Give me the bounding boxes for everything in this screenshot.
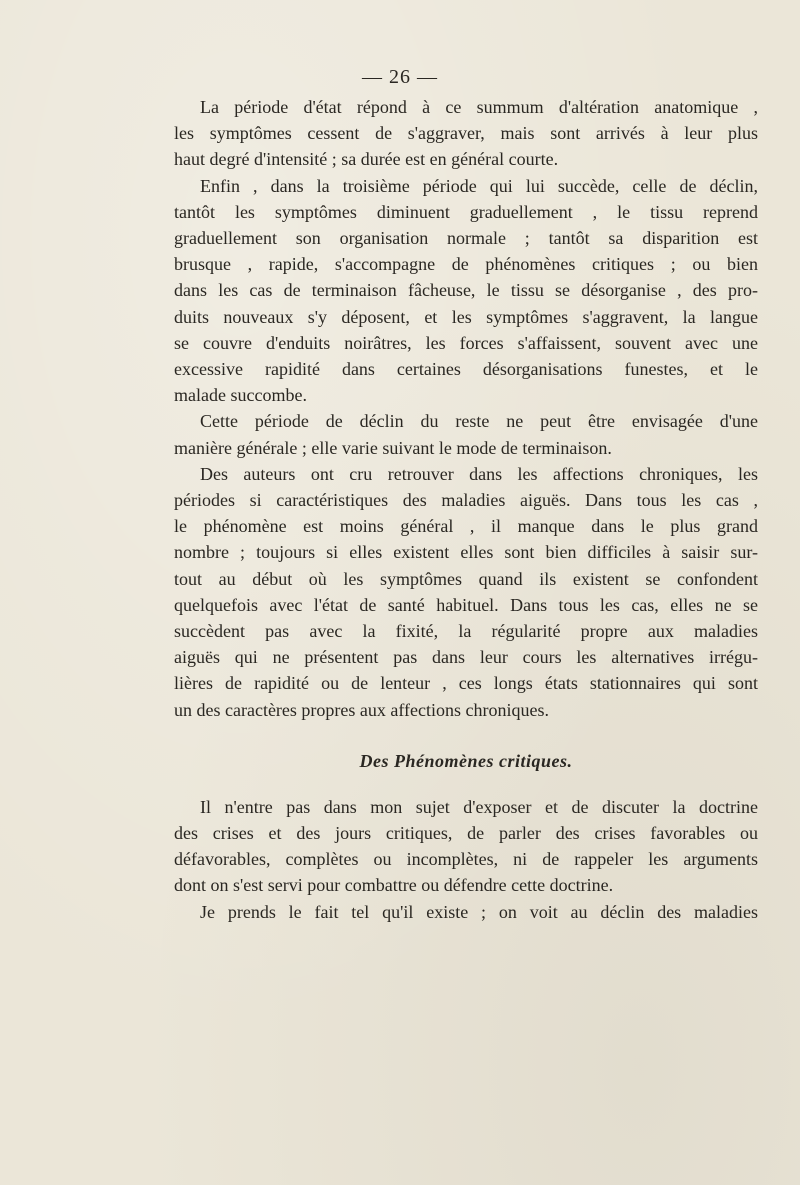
paragraph-fait bbox=[174, 899, 758, 925]
text-line: quelquefois avec l'état de santé habituel. Dans tous les cas, elles ne se bbox=[174, 594, 758, 615]
text-line: aiguës qui ne présentent pas dans leur cours les alternatives irrégu- bbox=[174, 647, 758, 668]
text-line: Enfin , dans la troisième période qui lui succède, celle de déclin, bbox=[200, 175, 758, 196]
text-line: haut degré d'intensité ; sa durée est en général courte. bbox=[174, 149, 559, 170]
text-line: Cette période de déclin du reste ne peut être envisagée d'une bbox=[200, 411, 758, 432]
text-line: dans les cas de terminaison fâcheuse, le tissu se désorganise , des pro- bbox=[174, 280, 758, 301]
text-line: excessive rapidité dans certaines désorganisations funestes, et le bbox=[174, 359, 758, 380]
paragraph-crises bbox=[174, 794, 758, 899]
text-line: graduellement son organisation normale ; tantôt sa disparition est bbox=[174, 228, 758, 249]
text-line: nombre ; toujours si elles existent elles sont bien difficiles à saisir sur- bbox=[174, 542, 758, 563]
text-line: Des auteurs ont cru retrouver dans les affections chroniques, les bbox=[200, 463, 758, 484]
text-line: le phénomène est moins général , il manque dans le plus grand bbox=[174, 516, 758, 537]
text-line: périodes si caractéristiques des maladies aiguës. Dans tous les cas , bbox=[174, 490, 758, 511]
text-line: Il n'entre pas dans mon sujet d'exposer et de discuter la doctrine bbox=[200, 796, 758, 817]
text-line: dont on s'est servi pour combattre ou défendre cette doctrine. bbox=[174, 875, 614, 896]
text-line: duits nouveaux s'y déposent, et les symptômes s'aggravent, la langue bbox=[174, 306, 758, 327]
text-line: les symptômes cessent de s'aggraver, mais sont arrivés à leur plus bbox=[174, 123, 758, 144]
text-line: lières de rapidité ou de lenteur , ces longs états stationnaires qui sont bbox=[174, 673, 758, 694]
text-line: succèdent pas avec la fixité, la régularité propre aux maladies bbox=[174, 621, 758, 642]
text-line: des crises et des jours critiques, de parler des crises favorables ou bbox=[174, 823, 758, 844]
paragraph-chroniques bbox=[174, 461, 758, 723]
text-line: manière générale ; elle varie suivant le mode de terminaison. bbox=[174, 437, 612, 458]
text-line: tout au début où les symptômes quand ils existent se confondent bbox=[174, 568, 758, 589]
section-heading: Des Phénomènes critiques. bbox=[359, 750, 573, 771]
paragraph-terminaison bbox=[174, 408, 758, 460]
body-text bbox=[174, 94, 758, 925]
paragraph-etat bbox=[174, 94, 758, 173]
text-line: se couvre d'enduits noirâtres, les forces s'affaissent, souvent avec une bbox=[174, 332, 758, 353]
text-line: La période d'état répond à ce summum d'altération anatomique , bbox=[200, 97, 758, 117]
paragraph-declin bbox=[174, 173, 758, 409]
text-line: malade succombe. bbox=[174, 385, 307, 406]
text-line: brusque , rapide, s'accompagne de phénomènes critiques ; ou bien bbox=[174, 254, 758, 275]
text-line: tantôt les symptômes diminuent graduellement , le tissu reprend bbox=[174, 201, 758, 222]
text-line: défavorables, complètes ou incomplètes, ni de rappeler les arguments bbox=[174, 849, 758, 870]
text-line: Je prends le fait tel qu'il existe ; on voit au déclin des maladies bbox=[200, 901, 758, 922]
text-line: un des caractères propres aux affections chroniques. bbox=[174, 699, 550, 720]
page-number: — 26 — bbox=[362, 66, 438, 88]
